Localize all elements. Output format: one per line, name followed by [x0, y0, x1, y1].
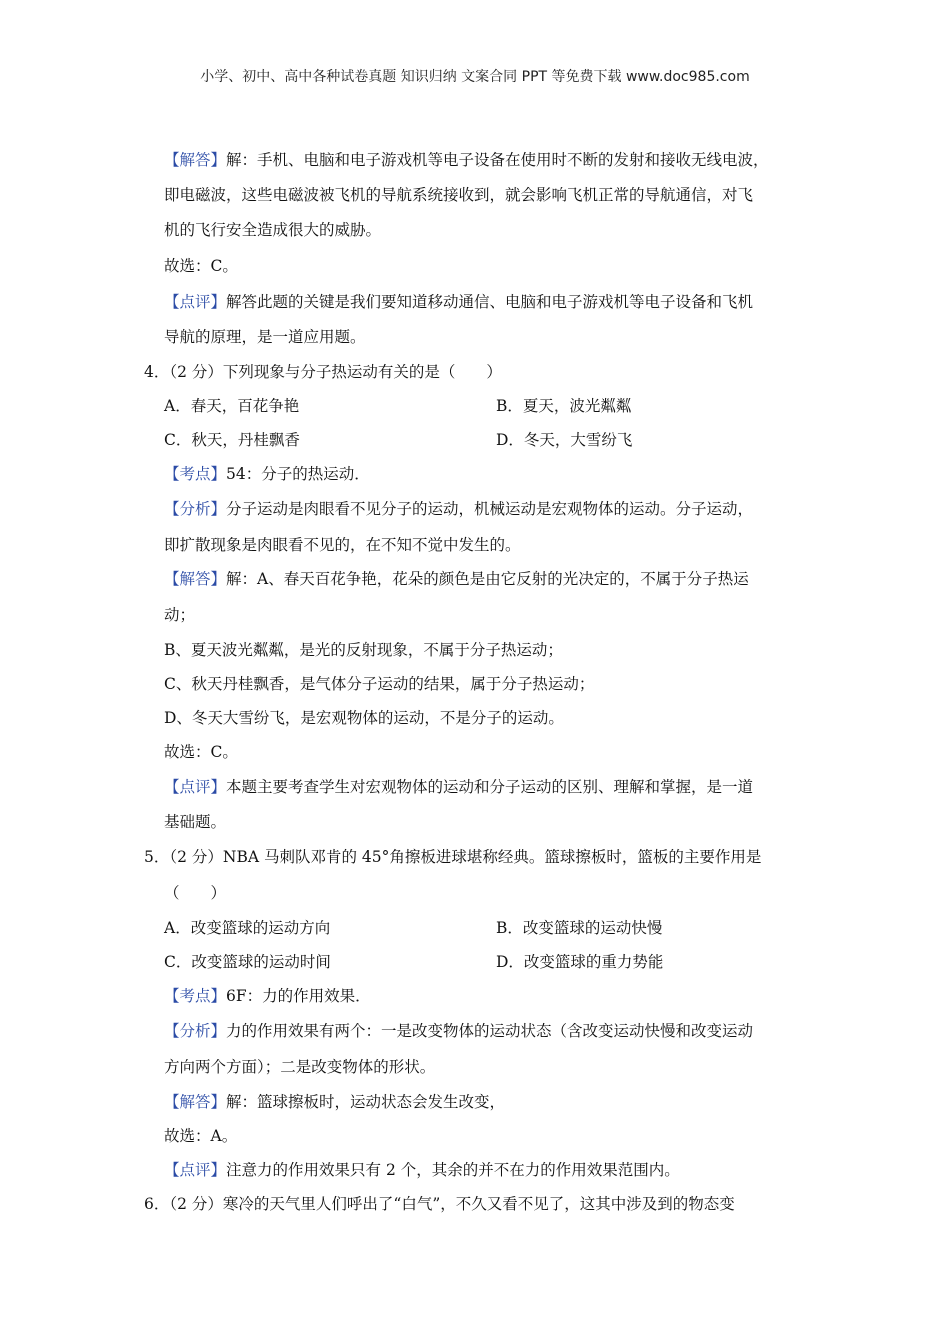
- answer-tag: 【解答】: [164, 1093, 227, 1111]
- q4-point: 【考点】54：分子的热运动．: [164, 465, 370, 483]
- q5-option-d: D．改变篮球的重力势能: [496, 953, 664, 971]
- q4-comment-line-1: 【点评】本题主要考查学生对宏观物体的运动和分子运动的区别、理解和掌握，是一道: [164, 778, 754, 796]
- q4-answer-line-5: D、冬天大雪纷飞，是宏观物体的运动，不是分子的运动。: [164, 709, 564, 727]
- point-tag: 【考点】: [164, 987, 227, 1005]
- q5-comment-line-1: 【点评】注意力的作用效果只有 2 个，其余的并不在力的作用效果范围内。: [164, 1161, 680, 1179]
- q4-option-b: B．夏天，波光粼粼: [496, 397, 632, 415]
- q5-stem-line-1: 5．（2 分）NBA 马刺队邓肯的 45°角擦板进球堪称经典。篮球擦板时，篮板的主要作用是: [144, 848, 762, 866]
- q5-answer-line-1: 【解答】解：篮球擦板时，运动状态会发生改变，: [164, 1093, 506, 1111]
- q4-answer-line-3: B、夏天波光粼粼，是光的反射现象，不属于分子热运动；: [164, 641, 563, 659]
- analysis-tag: 【分析】: [164, 500, 227, 518]
- q4-analysis-line-1: 【分析】分子运动是肉眼看不见分子的运动，机械运动是宏观物体的运动。分子运动，: [164, 500, 754, 518]
- q4-analysis-line-2: 即扩散现象是肉眼看不见的，在不知不觉中发生的。: [164, 536, 521, 554]
- point-tag: 【考点】: [164, 465, 227, 483]
- q3-answer-line-2: 即电磁波，这些电磁波被飞机的导航系统接收到，就会影响飞机正常的导航通信，对飞: [164, 186, 754, 204]
- q4-answer-line-4: C、秋天丹桂飘香，是气体分子运动的结果，属于分子热运动；: [164, 675, 595, 693]
- q3-comment-line-1: 【点评】解答此题的关键是我们要知道移动通信、电脑和电子游戏机等电子设备和飞机: [164, 293, 754, 311]
- q4-stem: 4．（2 分）下列现象与分子热运动有关的是（ ）: [144, 363, 502, 381]
- q5-option-a: A．改变篮球的运动方向: [164, 919, 331, 937]
- q4-option-a: A．春天，百花争艳: [164, 397, 300, 415]
- q5-analysis-line-1: 【分析】力的作用效果有两个：一是改变物体的运动状态（含改变运动快慢和改变运动: [164, 1022, 754, 1040]
- q4-choice: 故选：C。: [164, 743, 238, 761]
- q5-analysis-line-2: 方向两个方面）；二是改变物体的形状。: [164, 1058, 436, 1076]
- q5-option-c: C．改变篮球的运动时间: [164, 953, 331, 971]
- q5-option-b: B．改变篮球的运动快慢: [496, 919, 663, 937]
- q4-comment-line-2: 基础题。: [164, 813, 227, 831]
- q5-choice: 故选：A。: [164, 1127, 238, 1145]
- q4-answer-line-1: 【解答】解：A、春天百花争艳，花朵的颜色是由它反射的光决定的，不属于分子热运: [164, 570, 749, 588]
- q5-stem-line-2: （ ）: [164, 884, 227, 902]
- q4-answer-line-2: 动；: [164, 606, 196, 624]
- q4-option-d: D．冬天，大雪纷飞: [496, 431, 633, 449]
- answer-tag: 【解答】: [164, 151, 227, 169]
- comment-tag: 【点评】: [164, 1161, 227, 1179]
- q3-choice: 故选：C。: [164, 257, 238, 275]
- comment-tag: 【点评】: [164, 293, 227, 311]
- answer-tag: 【解答】: [164, 570, 227, 588]
- q3-answer-line-1: 【解答】解：手机、电脑和电子游戏机等电子设备在使用时不断的发射和接收无线电波，: [164, 151, 769, 169]
- q3-answer-line-3: 机的飞行安全造成很大的威胁。: [164, 221, 382, 239]
- q5-point: 【考点】6F：力的作用效果．: [164, 987, 371, 1005]
- page-header: 小学、初中、高中各种试卷真题 知识归纳 文案合同 PPT 等免费下载 www.doc985.com: [200, 69, 750, 85]
- q4-option-c: C．秋天，丹桂飘香: [164, 431, 300, 449]
- q6-stem-line-1: 6．（2 分）寒冷的天气里人们呼出了“白气”，不久又看不见了，这其中涉及到的物态变: [144, 1195, 735, 1213]
- q3-comment-line-2: 导航的原理，是一道应用题。: [164, 328, 366, 346]
- comment-tag: 【点评】: [164, 778, 227, 796]
- analysis-tag: 【分析】: [164, 1022, 227, 1040]
